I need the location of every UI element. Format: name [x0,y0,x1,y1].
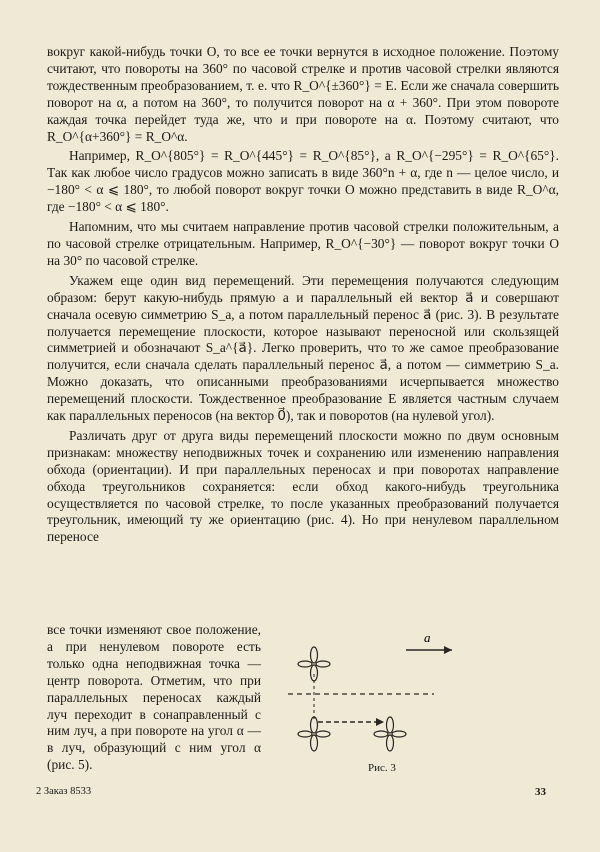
page-number: 33 [535,786,546,798]
vector-a-label: a⃗ [424,630,441,645]
paragraph-2: Например, R_O^{805°} = R_O^{445°} = R_O^{85°}, а R_O^{−295°} = R_O^{65°}. Так как любое число градусов можно записать в виде 360°n + α, где n — целое число, и −180° < α ⩽ 180°, то любой поворот вокруг точки O можно представить в виде R_O^α, где −180° < α ⩽ 180°. [47,148,559,215]
paragraph-1: вокруг какой-нибудь точки O, то все ее точки вернутся в исходное положение. Поэтому считают, что повороты на 360° по часовой стрелке и против часовой стрелки являются тождественным преобразованием, т. е. что R_O^{±360°} = E. Если же сначала совершить поворот на α, а потом на 360°, то получится поворот на α + 360°. При этом повороте каждая точка перейдет туда же, что и при повороте на α. Поэтому считают, что R_O^{α+360°} = R_O^α. [47,44,559,144]
translation-arrowhead [376,718,384,726]
figure-caption: Рис. 3 [368,762,396,774]
printing-note: 2 Заказ 8533 [36,786,92,797]
paragraph-3: Напомним, что мы считаем направление против часовой стрелки положительным, а по часовой стрелке отрицательным. Например, R_O^{−30°} — поворот вокруг точки O на 30° по часовой стрелке. [47,219,559,268]
vector-a-arrow [406,646,452,654]
paragraph-4: Укажем еще один вид перемещений. Эти перемещения получаются следующим образом: берут какую-нибудь прямую a и параллельный ей вектор a⃗ и совершают сначала осевую симметрию S_a, а потом параллельный перенос a⃗ (рис. 3). В результате получается перемещение плоскости, которое называют переносной или скользящей симметрией и обозначают S_a^{a⃗}. Легко проверить, что то же самое преобразование получится, если сначала сделать параллельный перенос a⃗, а потом — симметрию S_a. Можно доказать, что описанными преобразованиями исчерпывается множество перемещений плоскости. Тождественное преобразование E является частным случаем как параллельных переносов (на вектор 0⃗), так и поворотов (на нулевой угол). [47,272,559,424]
figure-3 [274,630,460,780]
main-text [47,44,559,546]
paragraph-6: все точки изменяют свое положение, а при ненулевом повороте есть только одна неподвижная точка — центр поворота. Отметим, что при параллельных переносах каждый луч переходит в сонаправленный с ним луч, а при повороте на угол α — в луч, образующий с ним угол α (рис. 5). [47,622,261,773]
reflected-shape [298,717,330,751]
lower-text [47,622,261,774]
paragraph-5: Различать друг от друга виды перемещений плоскости можно по двум основным признакам: множеству неподвижных точек и сохранению или изменению направления обхода (ориентации). И при параллельных переносах и при поворотах направление обхода треугольников сохраняется: если обход какого-нибудь треугольника осуществляется по часовой стрелке, то после указанных преобразований получается треугольник, имеющий ту же ориентацию (рис. 4). Но при ненулевом параллельном переносе [47,427,559,545]
